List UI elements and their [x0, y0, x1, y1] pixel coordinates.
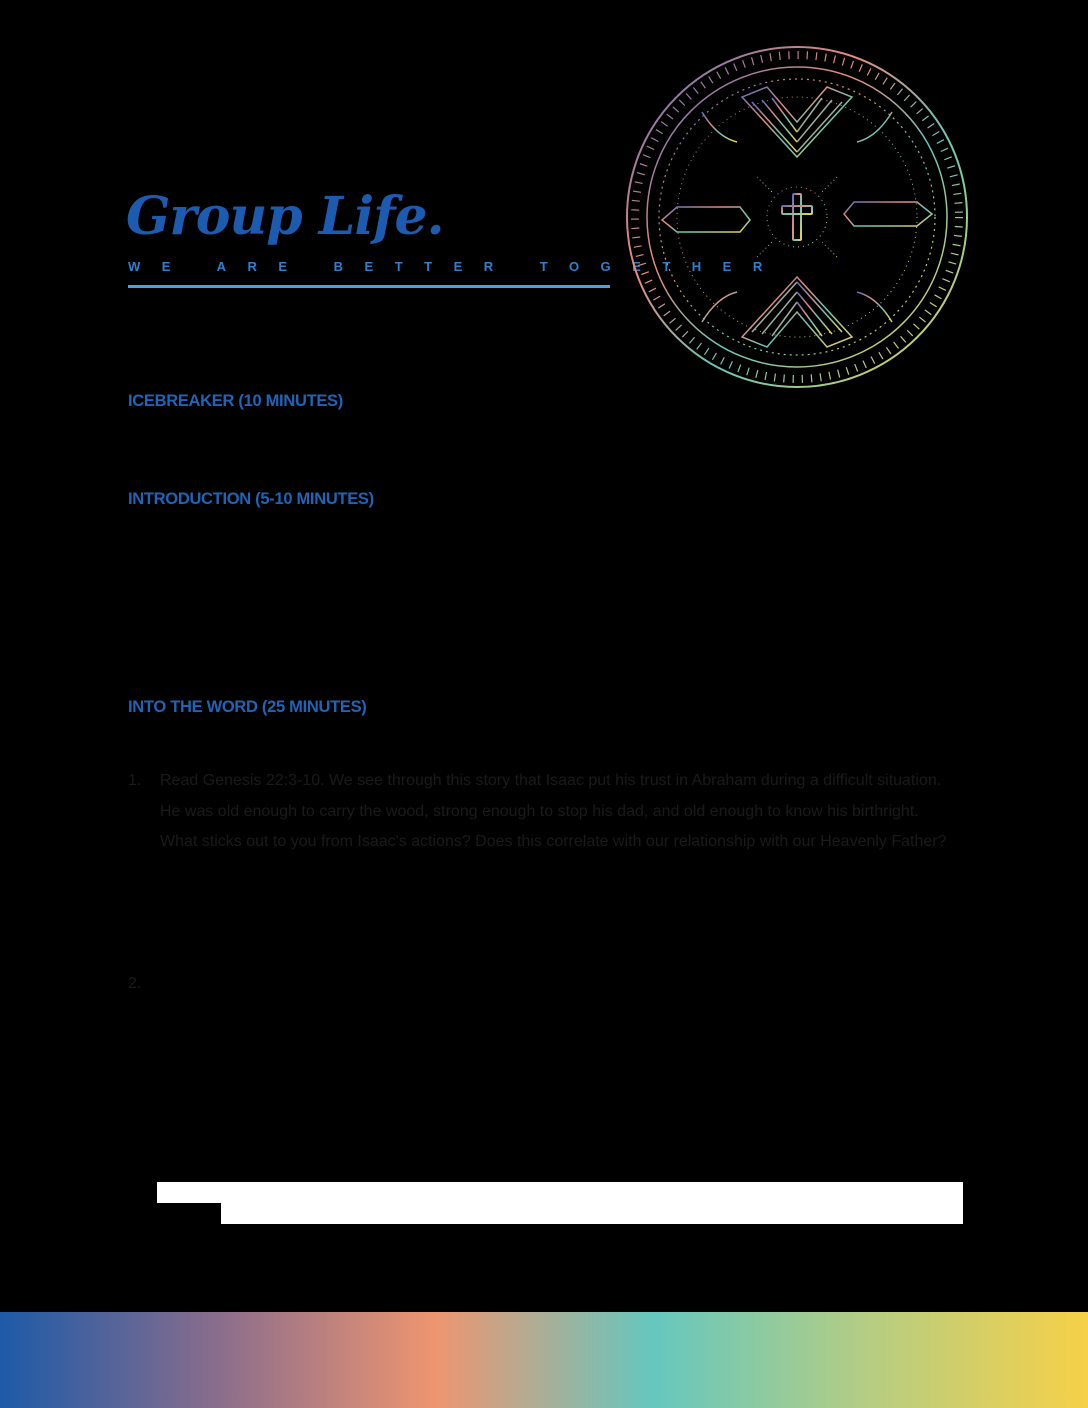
question-2-number: 2. [128, 975, 142, 992]
tagline: WE ARE BETTER TOGETHER [128, 259, 784, 274]
group-life-emblem-icon [622, 42, 972, 392]
icebreaker-heading: ICEBREAKER (10 MINUTES) [128, 392, 343, 410]
footer-gradient-bar [0, 1312, 1088, 1408]
logo-title: Group Life. [126, 186, 444, 247]
tagline-underline [128, 285, 610, 288]
into-the-word-heading: INTO THE WORD (25 MINUTES) [128, 698, 367, 716]
question-1-number: 1. [128, 772, 142, 789]
question-1-text: Read Genesis 22:3-10. We see through this story that Isaac put his trust in Abraham during a difficult situation. He was old enough to carry the wood, strong enough to stop his dad, and old enough to know his birthright. What sticks out to you from Isaac's actions? Does this correlate with our relationship with our Heavenly Father? [160, 772, 947, 850]
white-block [221, 1203, 963, 1224]
introduction-heading: INTRODUCTION (5-10 MINUTES) [128, 490, 374, 508]
white-block [157, 1182, 963, 1203]
